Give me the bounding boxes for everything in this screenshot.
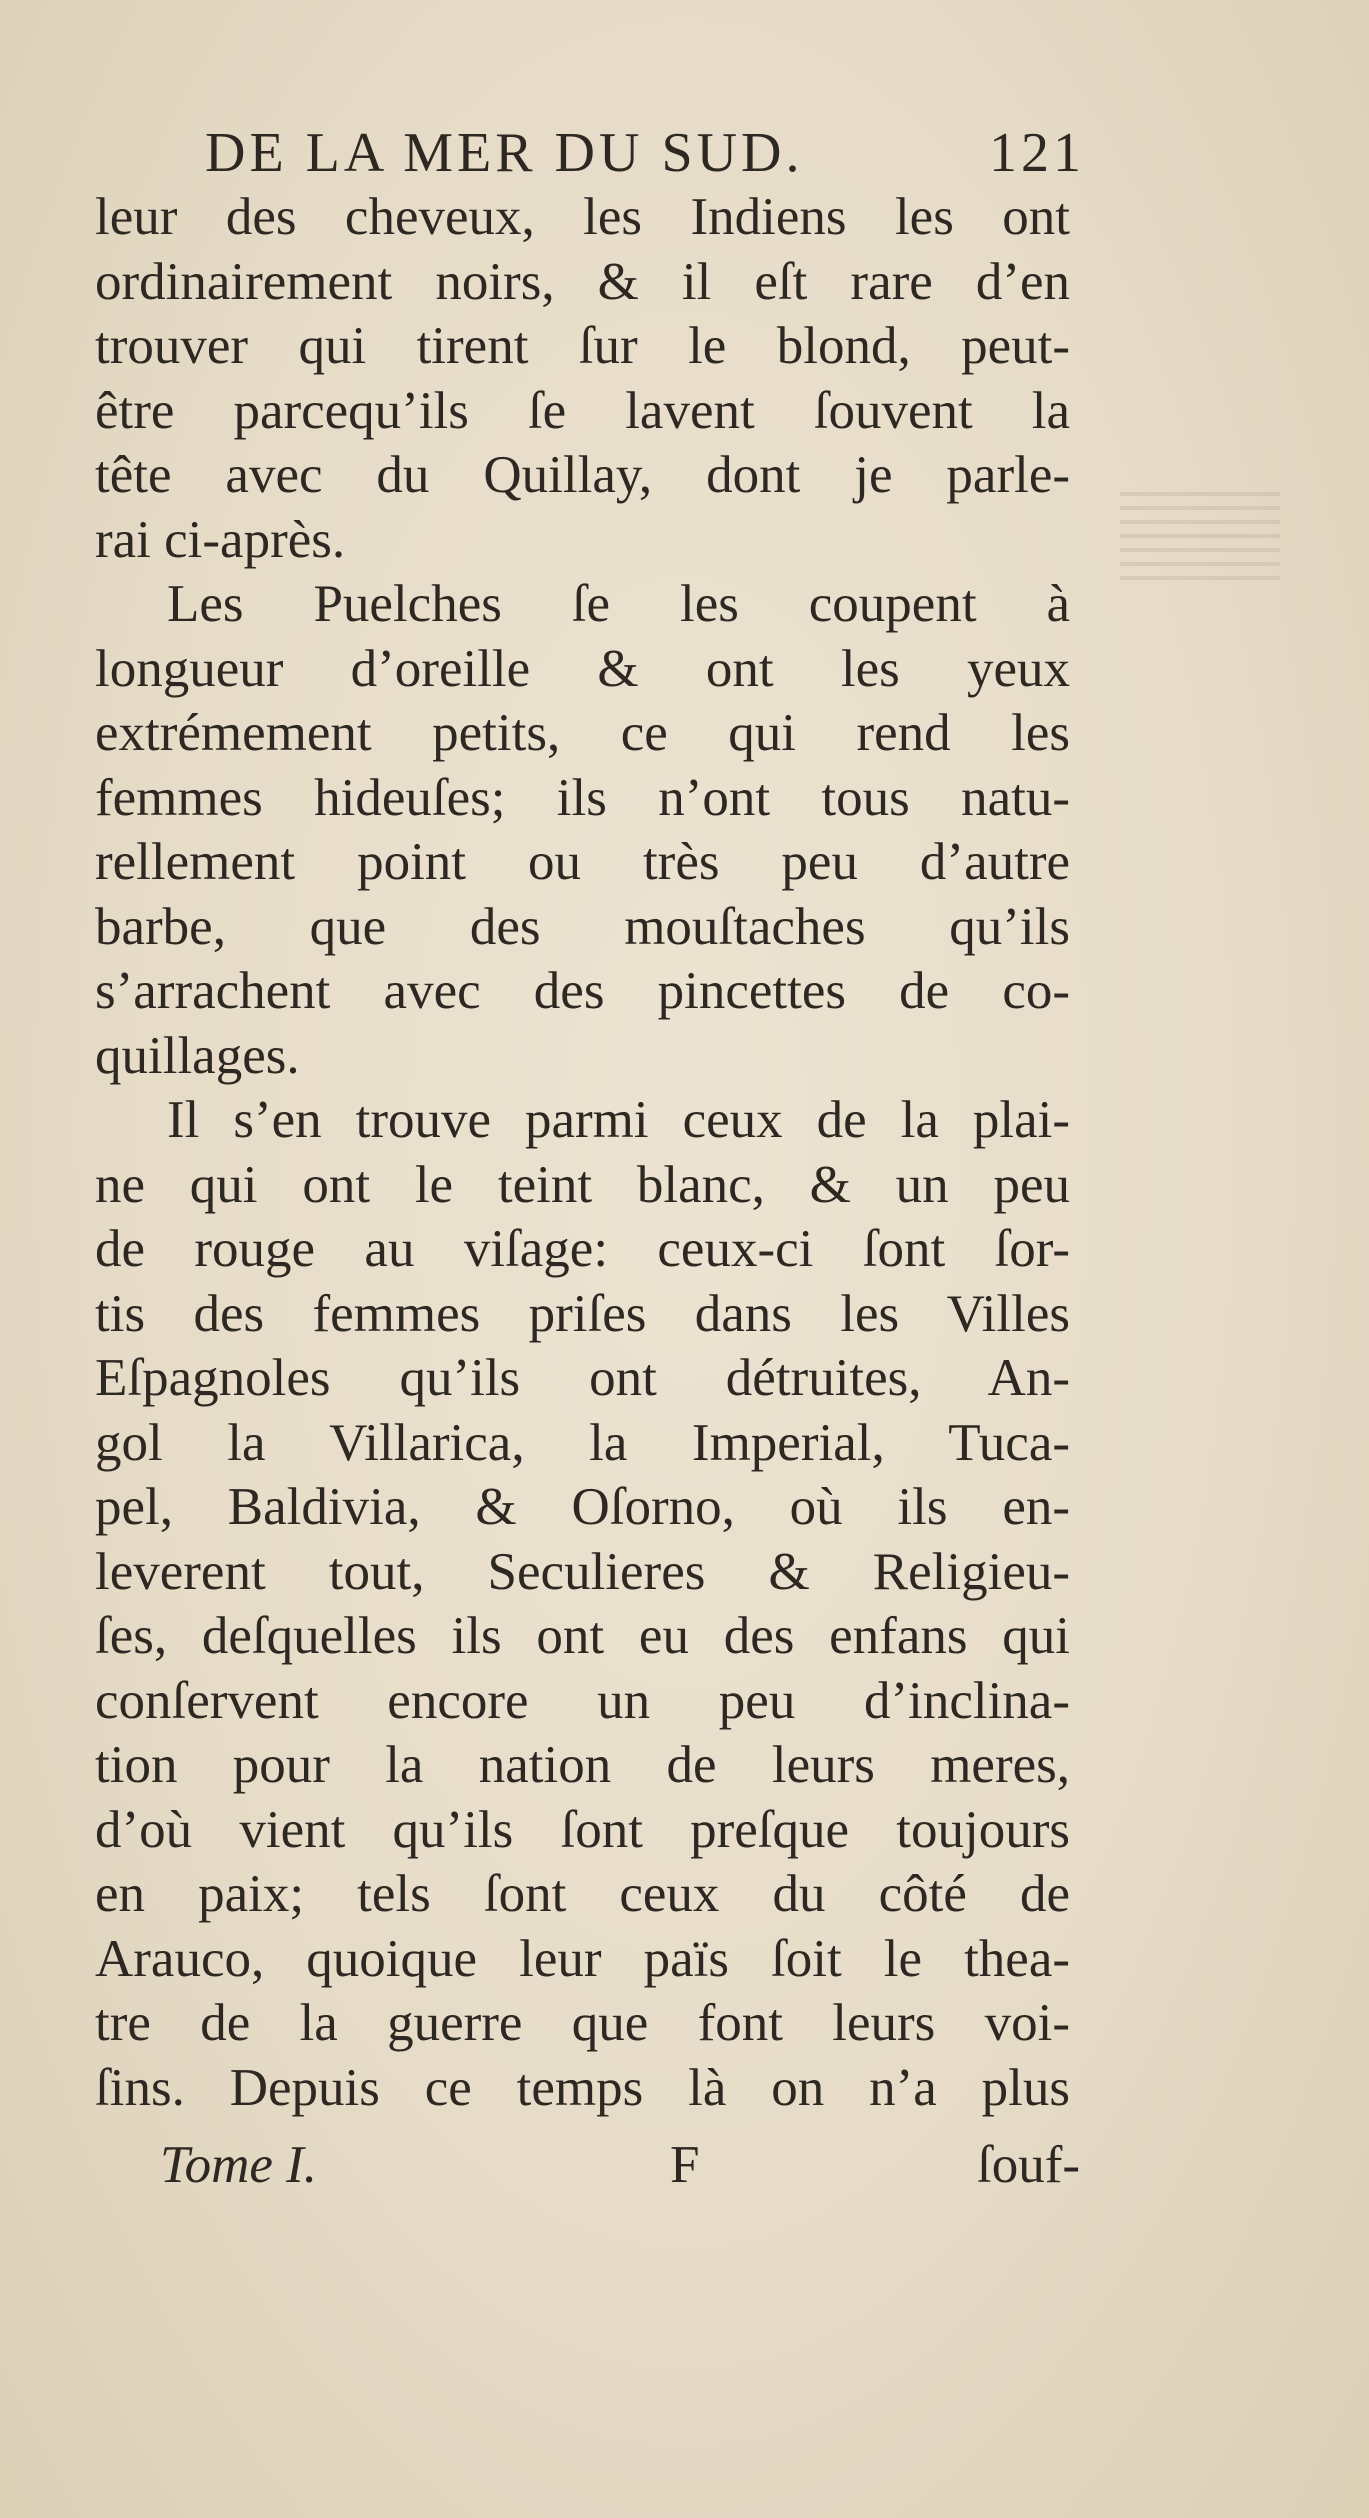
- text-line: leverent tout, Seculieres & Religieu-: [95, 1542, 1070, 1601]
- text-line: ſins. Depuis ce temps là on n’a plus: [95, 2058, 1070, 2117]
- volume-signature: Tome I.: [160, 2136, 318, 2194]
- text-line: extrémement petits, ce qui rend les: [95, 704, 1070, 762]
- text-line: longueur d’oreille & ont les yeux: [95, 639, 1070, 698]
- page-header: [205, 118, 1085, 188]
- text-line: d’où vient qu’ils ſont preſque toujours: [95, 1800, 1070, 1859]
- catchword: ſouf-: [976, 2136, 1080, 2194]
- text-line: quillages.: [95, 1026, 300, 1085]
- running-title: DE LA MER DU SUD.: [205, 122, 804, 184]
- text-line: leur des cheveux, les Indiens les ont: [95, 188, 1070, 246]
- text-line: femmes hideuſes; ils n’ont tous natu-: [95, 768, 1070, 827]
- text-line: Il s’en trouve parmi ceux de la plai-: [167, 1091, 1070, 1149]
- text-line: barbe, que des mouſtaches qu’ils: [95, 897, 1070, 956]
- text-line: rai ci-après.: [95, 510, 346, 569]
- text-line: tis des femmes priſes dans les Villes: [95, 1284, 1070, 1343]
- text-line: trouver qui tirent ſur le blond, peut-: [95, 317, 1070, 375]
- text-line: en paix; tels ſont ceux du côté de: [95, 1865, 1070, 1923]
- text-line: s’arrachent avec des pincettes de co-: [95, 962, 1070, 1020]
- page-number: 121: [989, 122, 1085, 184]
- body-text: [95, 185, 1070, 2120]
- text-line: ne qui ont le teint blanc, & un peu: [95, 1155, 1070, 1214]
- text-line: Arauco, quoique leur païs ſoit le thea-: [95, 1929, 1070, 1988]
- text-line: ſes, deſquelles ils ont eu des enfans qui: [95, 1607, 1070, 1665]
- text-line: rellement point ou très peu d’autre: [95, 833, 1070, 891]
- gathering-signature: F: [670, 2136, 700, 2194]
- text-line: Les Puelches ſe les coupent à: [167, 575, 1070, 633]
- text-line: gol la Villarica, la Imperial, Tuca-: [95, 1413, 1070, 1472]
- text-line: être parcequ’ils ſe lavent ſouvent la: [95, 381, 1070, 440]
- text-line: Eſpagnoles qu’ils ont détruites, An-: [95, 1349, 1070, 1407]
- show-through-marks: [1120, 490, 1280, 580]
- text-line: conſervent encore un peu d’inclina-: [95, 1671, 1070, 1730]
- page-footer: [160, 2130, 1080, 2200]
- text-line: de rouge au viſage: ceux-ci ſont ſor-: [95, 1220, 1070, 1278]
- text-line: pel, Baldivia, & Oſorno, où ils en-: [95, 1478, 1070, 1536]
- text-line: tion pour la nation de leurs meres,: [95, 1736, 1070, 1794]
- text-line: tête avec du Quillay, dont je parle-: [95, 446, 1070, 504]
- text-line: tre de la guerre que font leurs voi-: [95, 1994, 1070, 2052]
- text-line: ordinairement noirs, & il eſt rare d’en: [95, 252, 1070, 311]
